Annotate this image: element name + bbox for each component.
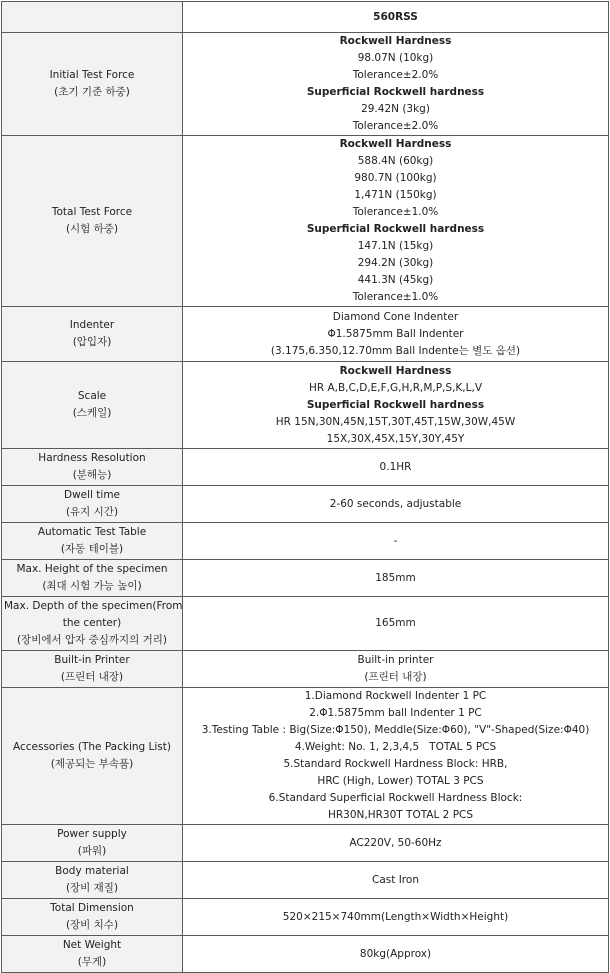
value-dwell-time: 2-60 seconds, adjustable	[183, 486, 609, 523]
label-ko: (시험 하중)	[65, 223, 119, 235]
value-indenter	[183, 307, 609, 362]
value-line: 980.7N (100kg)	[354, 172, 437, 184]
label-ko: (파워)	[77, 845, 107, 857]
label-ko: (장비에서 압자 중심까지의 거리)	[16, 634, 168, 646]
label-ko: (프린터 내장)	[60, 671, 124, 683]
row-accessories	[2, 688, 609, 825]
label-power-supply	[2, 825, 183, 862]
value-line: 294.2N (30kg)	[357, 257, 434, 269]
label-initial-test-force	[2, 33, 183, 136]
value-max-depth: 165mm	[183, 597, 609, 651]
value-line: 15X,30X,45X,15Y,30Y,45Y	[326, 432, 465, 445]
label-en: Body material	[55, 865, 129, 877]
label-ko: (제공되는 부속품)	[50, 758, 134, 770]
label-body-material	[2, 862, 183, 899]
value-hardness-resolution: 0.1HR	[183, 449, 609, 486]
header-blank-cell	[2, 2, 183, 33]
label-en: Net Weight	[62, 939, 122, 951]
label-accessories	[2, 688, 183, 825]
accessory-item: 3.Testing Table : Big(Size:Φ150), Meddle(Size:Φ60), "V"-Shaped(Size:Φ40)	[201, 724, 590, 736]
accessory-item: 4.Weight: No. 1, 2,3,4,5 TOTAL 5 PCS	[294, 741, 497, 753]
accessory-item: 1.Diamond Rockwell Indenter 1 PC	[304, 690, 487, 702]
row-power-supply	[2, 825, 609, 862]
label-en: Automatic Test Table	[37, 526, 147, 538]
row-hardness-resolution	[2, 449, 609, 486]
label-built-in-printer	[2, 651, 183, 688]
label-hardness-resolution	[2, 449, 183, 486]
label-en: Indenter	[69, 319, 115, 331]
value-scale	[183, 362, 609, 449]
value-max-height: 185mm	[183, 560, 609, 597]
row-automatic-test-table	[2, 523, 609, 560]
label-en: Initial Test Force	[49, 69, 135, 81]
accessory-item: 5.Standard Rockwell Hardness Block: HRB,	[283, 758, 508, 770]
subheading: Rockwell Hardness	[339, 35, 452, 47]
accessory-item: HR30N,HR30T TOTAL 2 PCS	[317, 809, 474, 821]
label-en: Built-in Printer	[54, 654, 130, 666]
label-ko: (유지 시간)	[65, 506, 119, 518]
value-line: Tolerance±1.0%	[352, 206, 439, 218]
value-line: Tolerance±2.0%	[352, 120, 439, 132]
value-line: Built-in printer	[357, 654, 434, 666]
header-row	[2, 2, 609, 33]
label-total-dimension	[2, 899, 183, 936]
label-en: Max. Depth of the specimen(From	[4, 600, 183, 612]
subheading: Rockwell Hardness	[339, 138, 452, 150]
label-net-weight	[2, 936, 183, 973]
value-line: Φ1.5875mm Ball Indenter	[327, 327, 464, 340]
label-ko: (장비 재질)	[65, 882, 119, 894]
value-net-weight: 80kg(Approx)	[183, 936, 609, 973]
label-ko: (분해능)	[72, 469, 112, 481]
value-line: (프린터 내장)	[364, 671, 427, 683]
label-ko: (무게)	[77, 956, 107, 968]
value-line: 441.3N (45kg)	[357, 274, 434, 286]
label-indenter	[2, 307, 183, 362]
label-ko: (압입자)	[72, 336, 112, 348]
value-accessories	[183, 688, 609, 825]
spec-table	[1, 1, 609, 973]
label-en: Accessories (The Packing List)	[12, 741, 171, 753]
row-net-weight	[2, 936, 609, 973]
row-initial-test-force	[2, 33, 609, 136]
value-body-material: Cast Iron	[183, 862, 609, 899]
label-scale	[2, 362, 183, 449]
label-ko: (최대 시험 가능 높이)	[42, 580, 142, 592]
label-en: Max. Height of the specimen	[16, 563, 168, 575]
label-total-test-force	[2, 136, 183, 307]
row-scale	[2, 362, 609, 449]
row-max-height	[2, 560, 609, 597]
label-en: Power supply	[57, 828, 127, 840]
label-dwell-time	[2, 486, 183, 523]
value-line: HR A,B,C,D,E,F,G,H,R,M,P,S,K,L,V	[308, 381, 483, 394]
value-line: (3.175,6.350,12.70mm Ball Indente는 별도 옵션)	[270, 344, 521, 357]
subheading: Superficial Rockwell hardness	[306, 223, 485, 235]
value-total-dimension: 520×215×740mm(Length×Width×Height)	[183, 899, 609, 936]
value-power-supply: AC220V, 50-60Hz	[183, 825, 609, 862]
row-indenter	[2, 307, 609, 362]
label-ko: (장비 치수)	[65, 919, 119, 931]
label-en-cont: the center)	[62, 617, 122, 629]
label-en: Total Test Force	[51, 206, 133, 218]
label-ko: (자동 테이블)	[60, 543, 124, 555]
value-line: Diamond Cone Indenter	[332, 310, 459, 323]
subheading: Superficial Rockwell hardness	[306, 398, 485, 411]
row-total-test-force	[2, 136, 609, 307]
label-en: Dwell time	[63, 489, 121, 501]
accessory-item: HRC (High, Lower) TOTAL 3 PCS	[307, 775, 484, 787]
label-ko: (스케일)	[72, 407, 112, 419]
value-line: 1,471N (150kg)	[354, 189, 437, 201]
value-initial-test-force	[183, 33, 609, 136]
value-total-test-force	[183, 136, 609, 307]
accessory-item: 6.Standard Superficial Rockwell Hardness Block:	[268, 792, 523, 804]
row-body-material	[2, 862, 609, 899]
subheading: Rockwell Hardness	[339, 364, 452, 377]
label-en: Scale	[77, 390, 107, 402]
accessory-item: 2.Φ1.5875mm ball Indenter 1 PC	[309, 707, 482, 719]
value-line: 588.4N (60kg)	[357, 155, 434, 167]
value-line: Tolerance±2.0%	[352, 69, 439, 81]
label-max-depth	[2, 597, 183, 651]
label-max-height	[2, 560, 183, 597]
value-built-in-printer	[183, 651, 609, 688]
value-line: HR 15N,30N,45N,15T,30T,45T,15W,30W,45W	[275, 415, 516, 428]
value-automatic-test-table: -	[183, 523, 609, 560]
label-en: Hardness Resolution	[38, 452, 146, 464]
value-line: 29.42N (3kg)	[361, 103, 430, 115]
value-line: 98.07N (10kg)	[357, 52, 434, 64]
label-en: Total Dimension	[50, 902, 134, 914]
row-dwell-time	[2, 486, 609, 523]
subheading: Superficial Rockwell hardness	[306, 86, 485, 98]
label-ko: (초기 기준 하중)	[54, 86, 130, 98]
value-line: Tolerance±1.0%	[352, 291, 439, 303]
row-max-depth	[2, 597, 609, 651]
model-title: 560RSS	[183, 2, 609, 33]
value-line: 147.1N (15kg)	[357, 240, 434, 252]
label-automatic-test-table	[2, 523, 183, 560]
row-total-dimension	[2, 899, 609, 936]
row-built-in-printer	[2, 651, 609, 688]
